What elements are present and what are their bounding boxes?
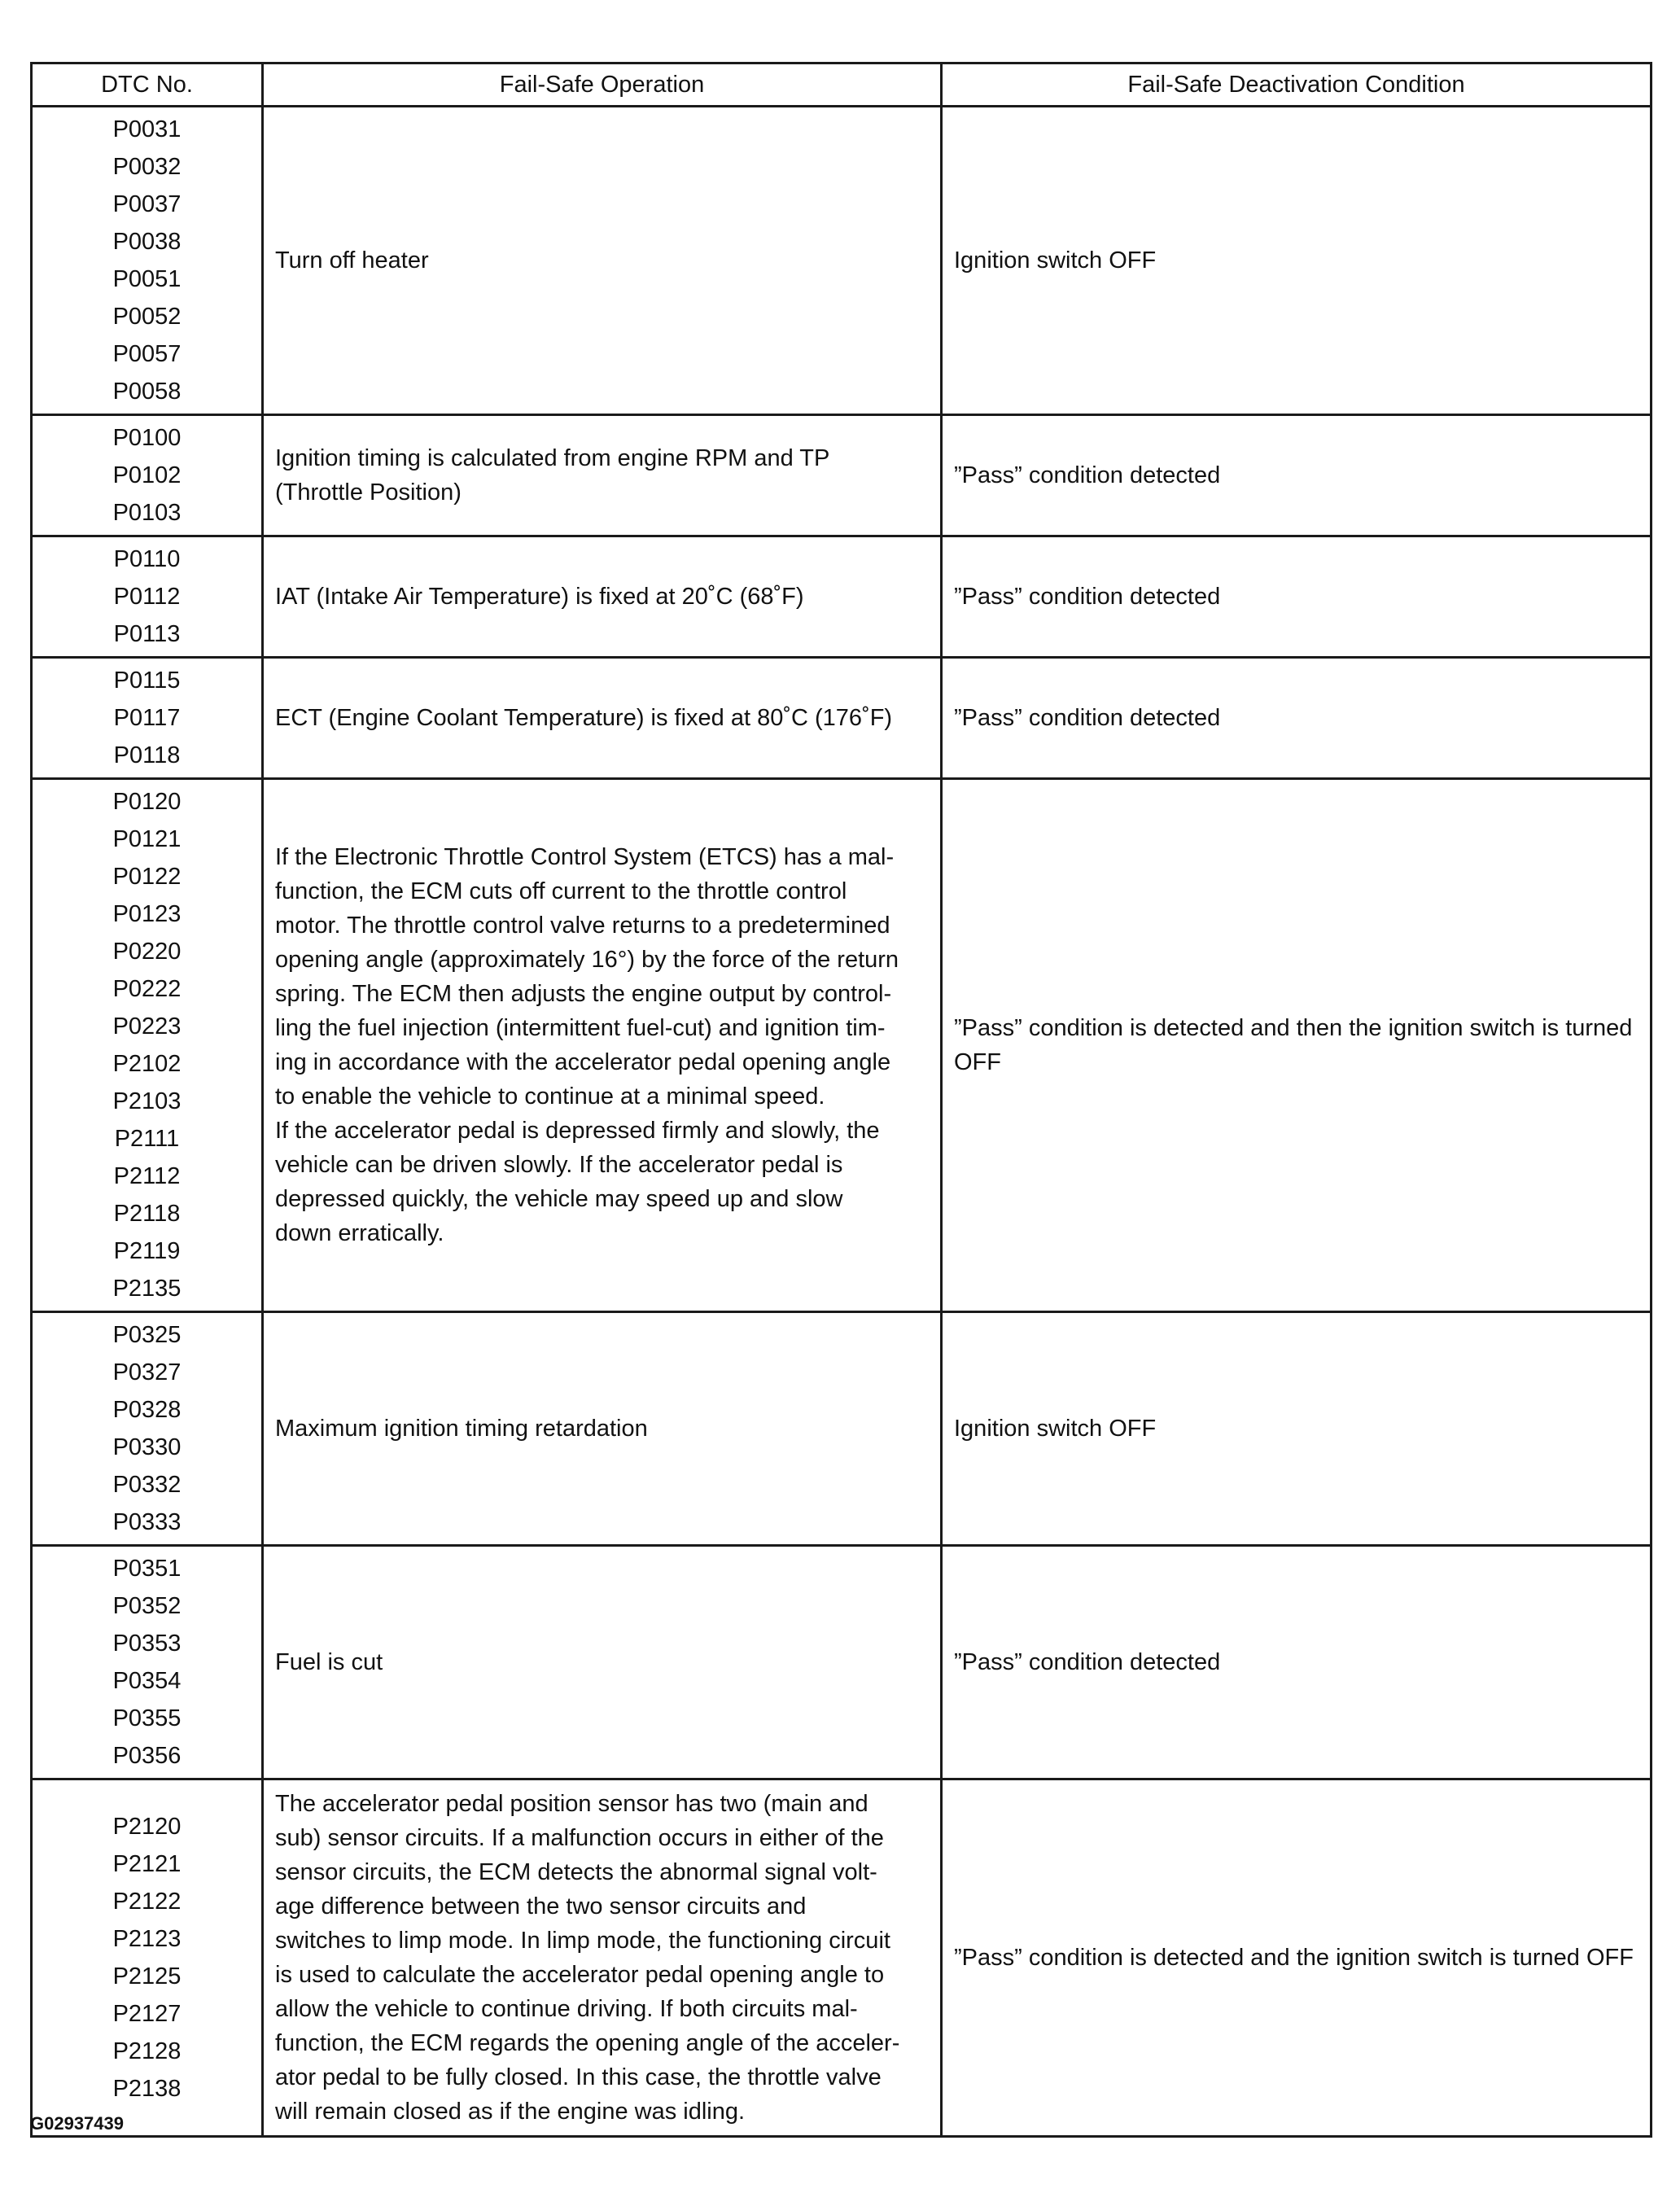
dtc-code: P0102 [112, 462, 182, 488]
dtc-code: P0223 [112, 1013, 182, 1040]
fail-safe-operation-cell: IAT (Intake Air Temperature) is fixed at 20˚C (68˚F) [263, 536, 942, 658]
dtc-code: P0032 [112, 154, 182, 180]
dtc-code: P0330 [112, 1434, 182, 1460]
dtc-code: P2118 [113, 1201, 181, 1227]
fail-safe-deactivation-cell: Ignition switch OFF [942, 1312, 1652, 1546]
fail-safe-operation-cell: ECT (Engine Coolant Temperature) is fixed at 80˚C (176˚F) [263, 658, 942, 779]
dtc-code: P0328 [112, 1397, 182, 1423]
dtc-code: P0103 [112, 500, 182, 526]
dtc-code: P0052 [112, 304, 182, 330]
dtc-code: P0220 [112, 939, 182, 965]
dtc-code: P2112 [113, 1163, 181, 1189]
dtc-code: P0038 [112, 229, 182, 255]
fail-safe-deactivation-cell: ”Pass” condition detected [942, 658, 1652, 779]
dtc-code: P0327 [112, 1359, 182, 1385]
fail-safe-operation-cell: The accelerator pedal position sensor has two (main and sub) sensor circuits. If a malfunction occurs in either of the sensor circuits, the ECM detects the abnormal signal volt- age difference between the two sensor circuits and switches to limp mode. In limp mode, the functioning circuit is used to calculate the accelerator pedal opening angle to allow the vehicle to continue driving. If both circuits mal- function, the ECM regards the opening angle of the acceler- ator pedal to be fully closed. In this case, the throttle valve will remain closed as if the engine was idling. [263, 1779, 942, 2137]
dtc-code: P0356 [112, 1743, 182, 1769]
dtc-codes-cell [32, 415, 263, 536]
fail-safe-operation-cell: Maximum ignition timing retardation [263, 1312, 942, 1546]
dtc-code: P2123 [112, 1926, 182, 1952]
table-body [32, 107, 1652, 2137]
fail-safe-deactivation-cell: ”Pass” condition detected [942, 1546, 1652, 1779]
table-header-row [32, 63, 1652, 107]
table-row [32, 107, 1652, 415]
dtc-code: P0110 [113, 546, 181, 572]
dtc-code: P2102 [112, 1051, 182, 1077]
dtc-codes-cell [32, 1312, 263, 1546]
dtc-code: P0352 [112, 1593, 182, 1619]
dtc-code: P0353 [112, 1631, 182, 1657]
fail-safe-operation-cell: Turn off heater [263, 107, 942, 415]
dtc-code: P0058 [112, 379, 182, 405]
dtc-code: P0121 [112, 826, 182, 852]
dtc-code: P0354 [112, 1668, 182, 1694]
dtc-code: P2111 [114, 1126, 180, 1152]
table-row [32, 536, 1652, 658]
dtc-codes-cell [32, 658, 263, 779]
dtc-code: P0118 [113, 742, 181, 768]
dtc-code: P0117 [113, 705, 181, 731]
dtc-codes-cell [32, 536, 263, 658]
dtc-code: P2103 [112, 1088, 182, 1114]
fail-safe-operation-cell: Ignition timing is calculated from engine RPM and TP (Throttle Position) [263, 415, 942, 536]
fail-safe-deactivation-cell: ”Pass” condition is detected and then the ignition switch is turned OFF [942, 779, 1652, 1312]
dtc-codes-cell [32, 1779, 263, 2137]
fail-safe-deactivation-cell: ”Pass” condition is detected and the ignition switch is turned OFF [942, 1779, 1652, 2137]
table-row [32, 1779, 1652, 2137]
dtc-code: P0325 [112, 1322, 182, 1348]
dtc-code: P0115 [113, 668, 181, 694]
dtc-code: P0057 [112, 341, 182, 367]
dtc-code: P0222 [112, 976, 182, 1002]
dtc-code: P2121 [112, 1851, 182, 1877]
fail-safe-operation-cell: If the Electronic Throttle Control System (ETCS) has a mal- function, the ECM cuts off current to the throttle control motor. The throttle control valve returns to a predetermined opening angle (approximately 16°) by the force of the return spring. The ECM then adjusts the engine output by control- ling the fuel injection (intermittent fuel-cut) and ignition tim- ing in accordance with the accelerator pedal opening angle to enable the vehicle to continue at a minimal speed. If the accelerator pedal is depressed firmly and slowly, the vehicle can be driven slowly. If the accelerator pedal is depressed quickly, the vehicle may speed up and slow down erratically. [263, 779, 942, 1312]
dtc-code: P2120 [112, 1814, 182, 1840]
figure-id: G02937439 [30, 2113, 124, 2134]
dtc-code: P0332 [112, 1472, 182, 1498]
dtc-code: P0351 [112, 1556, 182, 1582]
dtc-code: P0122 [112, 864, 182, 890]
dtc-code: P0123 [112, 901, 182, 927]
dtc-code: P2125 [112, 1963, 182, 1989]
table-row [32, 415, 1652, 536]
dtc-code: P0333 [112, 1509, 182, 1535]
dtc-code: P2128 [112, 2038, 182, 2064]
table-row [32, 1312, 1652, 1546]
table-row [32, 658, 1652, 779]
dtc-code: P0100 [112, 425, 182, 451]
dtc-codes-cell [32, 1546, 263, 1779]
dtc-code: P2122 [112, 1889, 182, 1915]
dtc-number-header: DTC No. [32, 63, 263, 107]
table-row [32, 1546, 1652, 1779]
fail-safe-deactivation-cell: ”Pass” condition detected [942, 536, 1652, 658]
dtc-code: P2127 [112, 2001, 182, 2027]
dtc-code: P0355 [112, 1705, 182, 1731]
table-row [32, 779, 1652, 1312]
dtc-codes-cell [32, 779, 263, 1312]
fail-safe-deactivation-cell: ”Pass” condition detected [942, 415, 1652, 536]
dtc-code: P0113 [113, 621, 181, 647]
dtc-code: P2138 [112, 2076, 182, 2102]
dtc-code: P0031 [112, 116, 182, 142]
fail-safe-deactivation-cell: Ignition switch OFF [942, 107, 1652, 415]
fail-safe-operation-header: Fail-Safe Operation [263, 63, 942, 107]
dtc-code: P2135 [112, 1276, 182, 1302]
fail-safe-table [30, 62, 1652, 2138]
fail-safe-deactivation-header: Fail-Safe Deactivation Condition [942, 63, 1652, 107]
dtc-codes-cell [32, 107, 263, 415]
dtc-code: P2119 [113, 1238, 181, 1264]
fail-safe-operation-cell: Fuel is cut [263, 1546, 942, 1779]
dtc-code: P0112 [113, 584, 181, 610]
dtc-code: P0037 [112, 191, 182, 217]
dtc-code: P0120 [112, 789, 182, 815]
dtc-code: P0051 [112, 266, 182, 292]
